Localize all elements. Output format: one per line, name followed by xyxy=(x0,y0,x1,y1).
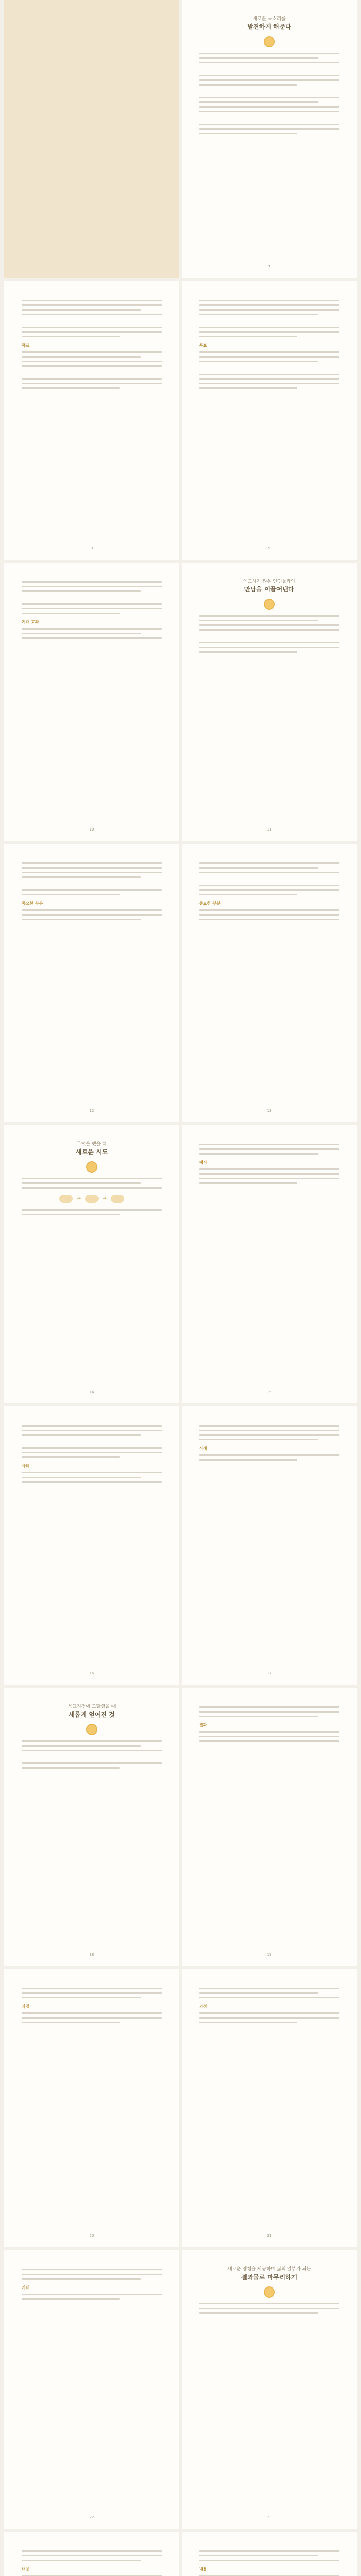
page-left xyxy=(4,2532,179,2576)
page-number: 22 xyxy=(89,2515,94,2519)
section-label: 사례 xyxy=(22,1464,30,1468)
page-left xyxy=(4,1406,179,1685)
heading-sub: 새로운 목소리를 xyxy=(253,16,286,22)
section-label: 결과 xyxy=(199,1723,207,1727)
spread-3 xyxy=(0,563,361,841)
page-number: 18 xyxy=(89,1953,94,1957)
page-number: 23 xyxy=(267,2515,272,2519)
heading-main: 만남을 이끌어낸다 xyxy=(244,586,294,593)
section-label: 사례 xyxy=(199,1446,207,1451)
section-label: 과정 xyxy=(199,2004,207,2009)
section-label: 기대 효과 xyxy=(22,620,39,624)
page-right xyxy=(182,563,357,841)
page-number: 16 xyxy=(89,1671,94,1675)
spread-2 xyxy=(0,281,361,560)
accent-circle-icon xyxy=(86,1161,97,1173)
section-label: 내용 xyxy=(199,2567,207,2571)
diagram-node xyxy=(59,1195,73,1203)
page-number: 12 xyxy=(89,1109,94,1113)
arrow-right-icon: → xyxy=(77,1196,81,1201)
page-right xyxy=(182,1406,357,1685)
heading-sub: 새로운 경험을 제공하며 삶의 일부가 되는 xyxy=(227,2267,311,2272)
page-right xyxy=(182,2532,357,2576)
section-label: 중요한 부분 xyxy=(199,901,221,906)
page-number: 11 xyxy=(267,827,272,832)
page-number: 10 xyxy=(89,827,94,832)
spread-5 xyxy=(0,1125,361,1403)
page-left xyxy=(4,1688,179,1966)
page-right xyxy=(182,1688,357,1966)
accent-circle-icon xyxy=(264,599,275,610)
page-number: 21 xyxy=(267,2234,272,2238)
page-number: 20 xyxy=(89,2234,94,2238)
accent-circle-icon xyxy=(86,1724,97,1735)
arrow-right-icon: → xyxy=(103,1196,107,1201)
page-number: 9 xyxy=(268,546,271,550)
page-left xyxy=(4,2250,179,2529)
page-right xyxy=(182,0,357,278)
heading-sub: 의도하지 않은 인연들과의 xyxy=(243,579,296,584)
page-number: 17 xyxy=(267,1671,272,1675)
page-left-cover xyxy=(4,0,179,278)
page-right xyxy=(182,2250,357,2529)
chapter-heading xyxy=(22,1141,162,1156)
page-number: 14 xyxy=(89,1390,94,1394)
page-left xyxy=(4,563,179,841)
heading-main: 새롭게 얻어진 것 xyxy=(69,1711,115,1718)
diagram-node xyxy=(85,1195,99,1203)
page-number: 13 xyxy=(267,1109,272,1113)
heading-main: 결과물로 마무리하기 xyxy=(241,2274,298,2281)
chapter-heading xyxy=(199,578,339,594)
section-label: 중요한 부분 xyxy=(22,901,43,906)
section-label: 목표 xyxy=(199,343,207,348)
accent-circle-icon xyxy=(264,36,275,47)
page-left xyxy=(4,1125,179,1403)
spread-9 xyxy=(0,2250,361,2529)
accent-circle-icon xyxy=(264,2286,275,2298)
spread-8 xyxy=(0,1969,361,2247)
spread-4 xyxy=(0,844,361,1122)
heading-sub: 무엇을 했을 때 xyxy=(77,1142,107,1147)
process-diagram xyxy=(22,1195,162,1203)
page-left xyxy=(4,1969,179,2247)
spread-1 xyxy=(0,0,361,278)
section-label: 기대 xyxy=(22,2285,30,2290)
section-label: 예시 xyxy=(199,1160,207,1165)
page-left xyxy=(4,281,179,560)
page-left xyxy=(4,844,179,1122)
heading-sub: 목표지점에 도달했을 때 xyxy=(68,1704,116,1709)
section-label: 목표 xyxy=(22,343,30,348)
page-right xyxy=(182,281,357,560)
spread-10 xyxy=(0,2532,361,2576)
page-right xyxy=(182,1969,357,2247)
page-number: 8 xyxy=(90,546,93,550)
heading-main: 발견하게 해준다 xyxy=(247,23,291,30)
page-number: 19 xyxy=(267,1953,272,1957)
spread-7 xyxy=(0,1688,361,1966)
spread-6 xyxy=(0,1406,361,1685)
chapter-heading xyxy=(22,1703,162,1719)
page-number: 7 xyxy=(268,265,271,269)
page-right xyxy=(182,844,357,1122)
page-right xyxy=(182,1125,357,1403)
section-label: 과정 xyxy=(22,2004,30,2009)
diagram-node xyxy=(111,1195,124,1203)
section-label: 내용 xyxy=(22,2567,30,2571)
page-number: 15 xyxy=(267,1390,272,1394)
chapter-heading xyxy=(199,15,339,31)
chapter-heading xyxy=(199,2266,339,2281)
heading-main: 새로운 시도 xyxy=(75,1148,108,1156)
